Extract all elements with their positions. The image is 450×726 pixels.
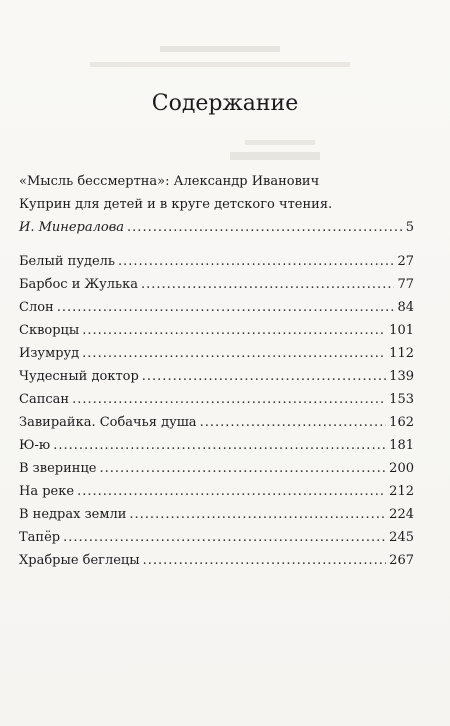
- entry-page-number: 84: [397, 300, 414, 315]
- list-item: [19, 273, 414, 296]
- entry-title: Скворцы: [19, 323, 80, 338]
- entry-page-number: 245: [389, 530, 414, 545]
- intro-author-row: [19, 216, 414, 239]
- entry-title: Сапсан: [19, 392, 70, 407]
- intro-entry: [19, 170, 414, 239]
- entry-page-number: 212: [389, 484, 414, 499]
- entry-page-number: 112: [389, 346, 414, 361]
- dot-leader: [63, 526, 386, 549]
- list-item: [19, 365, 414, 388]
- bleed-through: [230, 152, 320, 160]
- intro-author: И. Минералова: [19, 220, 125, 235]
- entry-page-number: 153: [389, 392, 414, 407]
- entry-title: Барбос и Жулька: [19, 277, 138, 292]
- entry-page-number: 27: [397, 254, 414, 269]
- list-item: [19, 457, 414, 480]
- dot-leader: [82, 319, 386, 342]
- bleed-through: [160, 46, 280, 52]
- entry-title: Изумруд: [19, 346, 80, 361]
- list-item: [19, 434, 414, 457]
- list-item: [19, 480, 414, 503]
- entry-title: Слон: [19, 300, 54, 315]
- entry-page-number: 101: [389, 323, 414, 338]
- list-item: [19, 319, 414, 342]
- dot-leader: [143, 549, 387, 572]
- page-title: Содержание: [151, 91, 299, 116]
- list-item: [19, 388, 414, 411]
- list-item: [19, 526, 414, 549]
- entry-title: Храбрые беглецы: [19, 553, 140, 568]
- entry-page-number: 267: [389, 553, 414, 568]
- intro-title-line-1: «Мысль бессмертна»: Александр Иванович: [19, 174, 320, 189]
- entry-title: Белый пудель: [19, 254, 115, 269]
- entry-page-number: 224: [389, 507, 414, 522]
- list-item: [19, 549, 414, 572]
- contents-list: [19, 250, 414, 572]
- list-item: [19, 250, 414, 273]
- entry-title: В недрах земли: [19, 507, 127, 522]
- dot-leader: [57, 296, 395, 319]
- entry-title: Чудесный доктор: [19, 369, 139, 384]
- entry-title: Тапёр: [19, 530, 61, 545]
- dot-leader: [141, 273, 394, 296]
- dot-leader: [82, 342, 386, 365]
- entry-page-number: 200: [389, 461, 414, 476]
- bleed-through: [90, 62, 350, 67]
- list-item: [19, 342, 414, 365]
- dot-leader: [72, 388, 386, 411]
- entry-title: Ю-ю: [19, 438, 51, 453]
- intro-page-number: 5: [405, 220, 414, 235]
- list-item: [19, 296, 414, 319]
- dot-leader: [77, 480, 386, 503]
- dot-leader: [118, 250, 394, 273]
- dot-leader: [142, 365, 386, 388]
- entry-title: На реке: [19, 484, 75, 499]
- entry-page-number: 77: [397, 277, 414, 292]
- dot-leader: [129, 503, 386, 526]
- list-item: [19, 503, 414, 526]
- intro-title-line-2: Куприн для детей и в круге детского чтения.: [19, 197, 333, 212]
- dot-leader: [127, 216, 403, 239]
- list-item: [19, 411, 414, 434]
- entry-title: Завирайка. Собачья душа: [19, 415, 197, 430]
- bleed-through: [245, 140, 315, 145]
- entry-page-number: 162: [389, 415, 414, 430]
- entry-title: В зверинце: [19, 461, 97, 476]
- dot-leader: [200, 411, 387, 434]
- entry-page-number: 181: [389, 438, 414, 453]
- dot-leader: [100, 457, 387, 480]
- entry-page-number: 139: [389, 369, 414, 384]
- dot-leader: [53, 434, 386, 457]
